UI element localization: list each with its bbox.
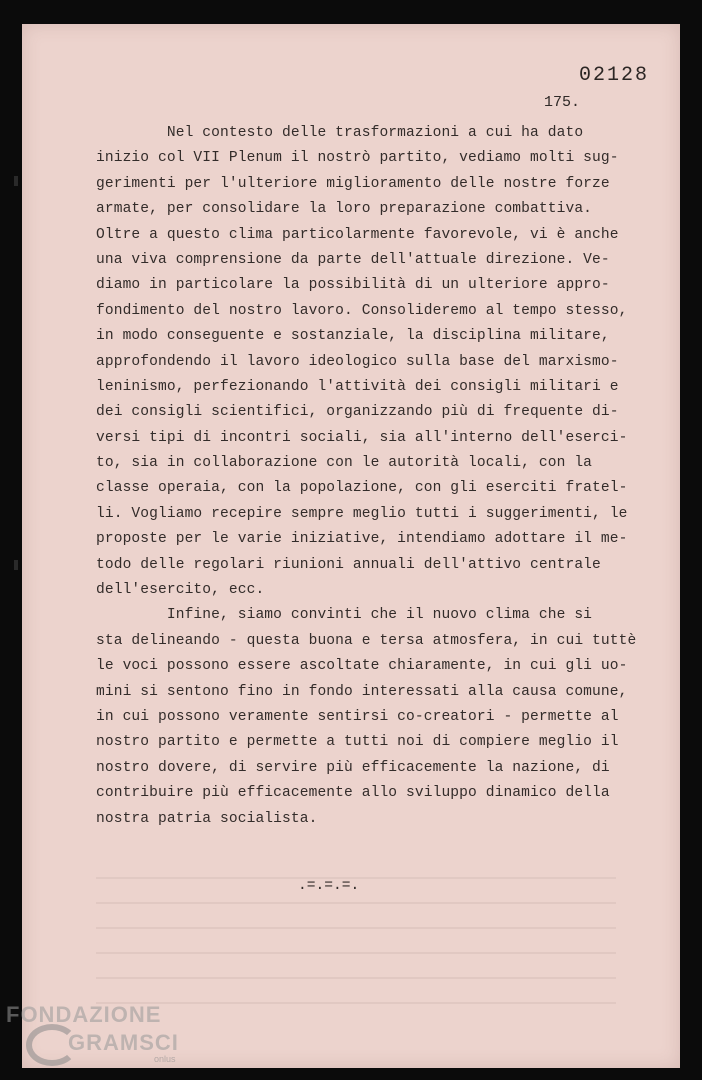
watermark-line1: FONDAZIONE (6, 1002, 162, 1027)
text-line: proposte per le varie iniziative, intendiamo adottare il me- (96, 531, 628, 548)
archive-watermark (6, 1000, 186, 1072)
watermark-suffix: onlus (154, 1054, 176, 1064)
text-line: approfondendo il lavoro ideologico sulla base del marxismo- (96, 353, 619, 370)
text-line: nostra patria socialista. (96, 810, 318, 827)
text-line: Infine, siamo convinti che il nuovo clima che si (96, 607, 593, 624)
text-line: dei consigli scientifici, organizzando più di frequente di- (96, 404, 619, 421)
text-line: li. Vogliamo recepire sempre meglio tutti i suggerimenti, le (96, 505, 628, 522)
text-line: classe operaia, con la popolazione, con gli eserciti fratel- (96, 480, 628, 497)
text-line: in modo conseguente e sostanziale, la disciplina militare, (96, 328, 610, 345)
document-page (22, 24, 680, 1068)
text-line: in cui possono veramente sentirsi co-creatori - permette al (96, 708, 619, 725)
text-line: le voci possono essere ascoltate chiaramente, in cui gli uo- (96, 658, 628, 675)
text-line: sta delineando - questa buona e tersa atmosfera, in cui tuttè (96, 632, 637, 649)
text-line: leninismo, perfezionando l'attività dei consigli militari e (96, 378, 619, 395)
text-line: diamo in particolare la possibilità di un ulteriore appro- (96, 277, 610, 294)
binding-mark (14, 176, 18, 186)
binding-mark (14, 560, 18, 570)
text-line: mini si sentono fino in fondo interessati alla causa comune, (96, 683, 628, 700)
text-line: contribuire più efficacemente allo sviluppo dinamico della (96, 785, 610, 802)
text-line: to, sia in collaborazione con le autorità locali, con la (96, 455, 593, 472)
text-line: fondimento del nostro lavoro. Consolideremo al tempo stesso, (96, 302, 628, 319)
text-line: nostro partito e permette a tutti noi di compiere meglio il (96, 734, 619, 751)
text-line: armate, per consolidare la loro preparazione combattiva. (96, 201, 593, 218)
text-line: dell'esercito, ecc. (96, 582, 265, 599)
text-line: nostro dovere, di servire più efficacemente la nazione, di (96, 759, 610, 776)
end-separator: .=.=.=. (298, 878, 360, 894)
page-number: 175. (544, 94, 581, 111)
document-number: 02128 (579, 64, 650, 87)
text-line: Oltre a questo clima particolarmente favorevole, vi è anche (96, 226, 619, 243)
typed-text-body (96, 121, 656, 832)
text-line: inizio col VII Plenum il nostrò partito, vediamo molti sug- (96, 150, 619, 167)
text-line: una viva comprensione da parte dell'attuale direzione. Ve- (96, 251, 610, 268)
text-line: gerimenti per l'ulteriore miglioramento delle nostre forze (96, 175, 610, 192)
text-line: Nel contesto delle trasformazioni a cui ha dato (96, 125, 584, 141)
text-line: todo delle regolari riunioni annuali dell'attivo centrale (96, 556, 601, 573)
watermark-line2: GRAMSCI (68, 1030, 179, 1055)
text-line: versi tipi di incontri sociali, sia all'interno dell'eserci- (96, 429, 628, 446)
